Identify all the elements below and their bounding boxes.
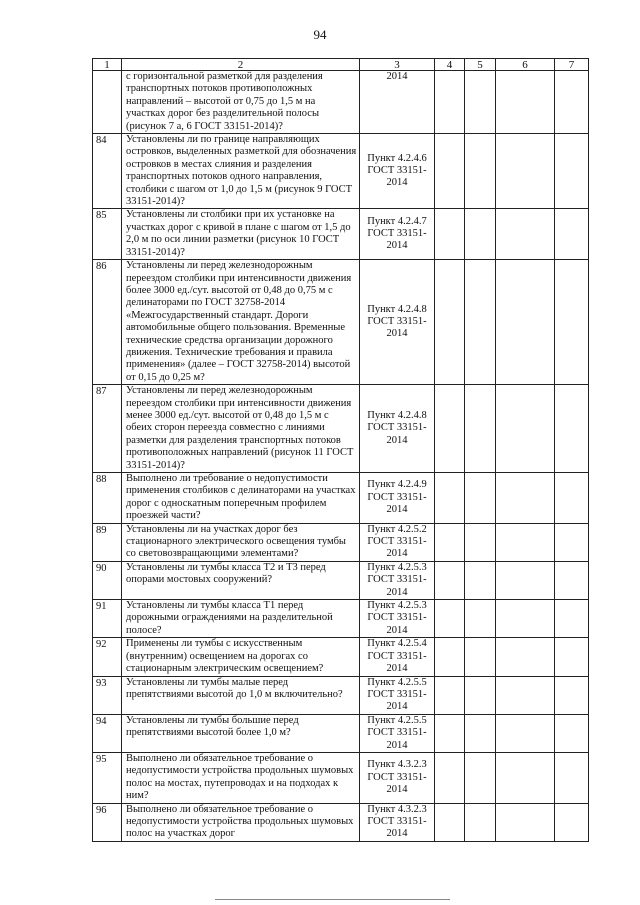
reference-cell: Пункт 4.2.5.5 ГОСТ 33151-2014: [360, 676, 435, 714]
row-number: 88: [93, 473, 122, 524]
answer-cell: [465, 714, 496, 752]
answer-cell: [435, 523, 465, 561]
answer-cell: [496, 71, 555, 134]
answer-cell: [555, 473, 589, 524]
row-number: 84: [93, 134, 122, 209]
answer-cell: [435, 473, 465, 524]
answer-cell: [435, 752, 465, 803]
answer-cell: [435, 638, 465, 676]
table-row: [93, 638, 589, 676]
answer-cell: [496, 385, 555, 473]
reference-cell: Пункт 4.2.4.7 ГОСТ 33151-2014: [360, 209, 435, 260]
answer-cell: [465, 803, 496, 841]
table-row: [93, 752, 589, 803]
reference-cell: Пункт 4.2.4.8 ГОСТ 33151-2014: [360, 260, 435, 385]
row-number: 96: [93, 803, 122, 841]
answer-cell: [465, 638, 496, 676]
row-number: 93: [93, 676, 122, 714]
answer-cell: [435, 71, 465, 134]
row-number: 87: [93, 385, 122, 473]
answer-cell: [465, 385, 496, 473]
question-text: Выполнено ли обязательное требование о недопустимости устройства продольных шумовых полос на участках дорог: [122, 803, 360, 841]
question-text: Выполнено ли требование о недопустимости применения столбиков с делинаторами на участках дорог с односкатным поперечным профилем проезжей части?: [122, 473, 360, 524]
table-row: [93, 71, 589, 134]
answer-cell: [496, 523, 555, 561]
reference-cell: Пункт 4.3.2.3 ГОСТ 33151-2014: [360, 752, 435, 803]
answer-cell: [496, 134, 555, 209]
question-text: Установлены ли тумбы большие перед препятствиями высотой более 1,0 м?: [122, 714, 360, 752]
column-header: 7: [555, 59, 589, 71]
answer-cell: [465, 473, 496, 524]
table-header-row: [93, 59, 589, 71]
question-text: с горизонтальной разметкой для разделения транспортных потоков противоположных направлений – высотой от 0,75 до 1,5 м на участках дорог без разделительной полосы (рисунок 7 а, 6 ГОСТ 33151-2014)?: [122, 71, 360, 134]
answer-cell: [496, 676, 555, 714]
reference-cell: Пункт 4.2.4.8 ГОСТ 33151-2014: [360, 385, 435, 473]
answer-cell: [555, 638, 589, 676]
column-header: 4: [435, 59, 465, 71]
reference-cell: Пункт 4.2.5.2 ГОСТ 33151-2014: [360, 523, 435, 561]
table-row: [93, 385, 589, 473]
answer-cell: [555, 561, 589, 599]
answer-cell: [465, 209, 496, 260]
table-row: [93, 260, 589, 385]
table-row: [93, 473, 589, 524]
answer-cell: [555, 71, 589, 134]
question-text: Установлены ли тумбы малые перед препятствиями высотой до 1,0 м включительно?: [122, 676, 360, 714]
answer-cell: [435, 600, 465, 638]
table-row: [93, 600, 589, 638]
answer-cell: [435, 714, 465, 752]
answer-cell: [465, 134, 496, 209]
column-header: 5: [465, 59, 496, 71]
checklist-table: [92, 58, 589, 842]
answer-cell: [435, 561, 465, 599]
question-text: Применены ли тумбы с искусственным (внутренним) освещением на дорогах со стационарным электрическим освещением?: [122, 638, 360, 676]
row-number: 92: [93, 638, 122, 676]
answer-cell: [555, 752, 589, 803]
answer-cell: [555, 714, 589, 752]
answer-cell: [496, 600, 555, 638]
question-text: Установлены ли тумбы класса Т2 и Т3 перед опорами мостовых сооружений?: [122, 561, 360, 599]
answer-cell: [496, 714, 555, 752]
answer-cell: [555, 676, 589, 714]
answer-cell: [465, 561, 496, 599]
reference-cell: Пункт 4.2.5.3 ГОСТ 33151-2014: [360, 600, 435, 638]
question-text: Выполнено ли обязательное требование о недопустимости устройства продольных шумовых полос на мостах, путепроводах и на подходах к ним?: [122, 752, 360, 803]
reference-cell: Пункт 4.3.2.3 ГОСТ 33151-2014: [360, 803, 435, 841]
question-text: Установлены ли перед железнодорожным переездом столбики при интенсивности движения более 3000 ед./сут. высотой от 0,48 до 0,75 м с делинаторами по ГОСТ 32758-2014 «Межгосударственный стандарт. Дороги автомобильные общего пользования. Временные технические средства организации дорожного движения. Технические требования и правила применения» (далее – ГОСТ 32758-2014) высотой от 0,15 до 0,25 м?: [122, 260, 360, 385]
question-text: Установлены ли по границе направляющих островков, выделенных разметкой для обозначения островков в местах слияния и разделения транспортных потоков одного направления, столбики с шагом от 1,0 до 1,5 м (рисунок 9 ГОСТ 33151-2014)?: [122, 134, 360, 209]
question-text: Установлены ли тумбы класса Т1 перед дорожными ограждениями на разделительной полосе?: [122, 600, 360, 638]
answer-cell: [496, 638, 555, 676]
answer-cell: [496, 752, 555, 803]
answer-cell: [465, 260, 496, 385]
table-row: [93, 209, 589, 260]
column-header: 6: [496, 59, 555, 71]
answer-cell: [555, 523, 589, 561]
answer-cell: [555, 134, 589, 209]
answer-cell: [496, 473, 555, 524]
answer-cell: [555, 385, 589, 473]
answer-cell: [435, 385, 465, 473]
reference-cell: 2014: [360, 71, 435, 134]
row-number: 90: [93, 561, 122, 599]
answer-cell: [555, 209, 589, 260]
answer-cell: [555, 600, 589, 638]
answer-cell: [555, 260, 589, 385]
answer-cell: [465, 676, 496, 714]
answer-cell: [435, 260, 465, 385]
answer-cell: [435, 134, 465, 209]
column-header: 2: [122, 59, 360, 71]
row-number: 89: [93, 523, 122, 561]
table-row: [93, 561, 589, 599]
answer-cell: [465, 600, 496, 638]
row-number: 86: [93, 260, 122, 385]
question-text: Установлены ли перед железнодорожным переездом столбики при интенсивности движения менее 3000 ед./сут. высотой от 0,48 до 1,5 м с обеих сторон переезда совместно с линиями разметки для разделения транспортных потоков противоположных направлений (рисунок 11 ГОСТ 33151-2014)?: [122, 385, 360, 473]
row-number: 85: [93, 209, 122, 260]
reference-cell: Пункт 4.2.5.3 ГОСТ 33151-2014: [360, 561, 435, 599]
answer-cell: [465, 752, 496, 803]
row-number: 91: [93, 600, 122, 638]
page-number: 94: [313, 27, 327, 42]
answer-cell: [435, 209, 465, 260]
reference-cell: Пункт 4.2.4.9 ГОСТ 33151-2014: [360, 473, 435, 524]
row-number: 94: [93, 714, 122, 752]
answer-cell: [465, 523, 496, 561]
answer-cell: [496, 561, 555, 599]
table-row: [93, 134, 589, 209]
reference-cell: Пункт 4.2.5.5 ГОСТ 33151-2014: [360, 714, 435, 752]
question-text: Установлены ли столбики при их установке на участках дорог с кривой в плане с шагом от 1,5 до 2,0 м по оси линии разметки (рисунок 10 ГОСТ 33151-2014)?: [122, 209, 360, 260]
row-number: [93, 71, 122, 134]
column-header: 1: [93, 59, 122, 71]
answer-cell: [435, 803, 465, 841]
question-text: Установлены ли на участках дорог без стационарного электрического освещения тумбы со световозвращающими элементами?: [122, 523, 360, 561]
answer-cell: [465, 71, 496, 134]
answer-cell: [496, 209, 555, 260]
table-row: [93, 803, 589, 841]
table-row: [93, 676, 589, 714]
answer-cell: [435, 676, 465, 714]
column-header: 3: [360, 59, 435, 71]
bottom-rule: [215, 896, 450, 900]
answer-cell: [496, 260, 555, 385]
table-row: [93, 523, 589, 561]
answer-cell: [496, 803, 555, 841]
answer-cell: [555, 803, 589, 841]
table-row: [93, 714, 589, 752]
reference-cell: Пункт 4.2.5.4 ГОСТ 33151-2014: [360, 638, 435, 676]
reference-cell: Пункт 4.2.4.6 ГОСТ 33151-2014: [360, 134, 435, 209]
row-number: 95: [93, 752, 122, 803]
